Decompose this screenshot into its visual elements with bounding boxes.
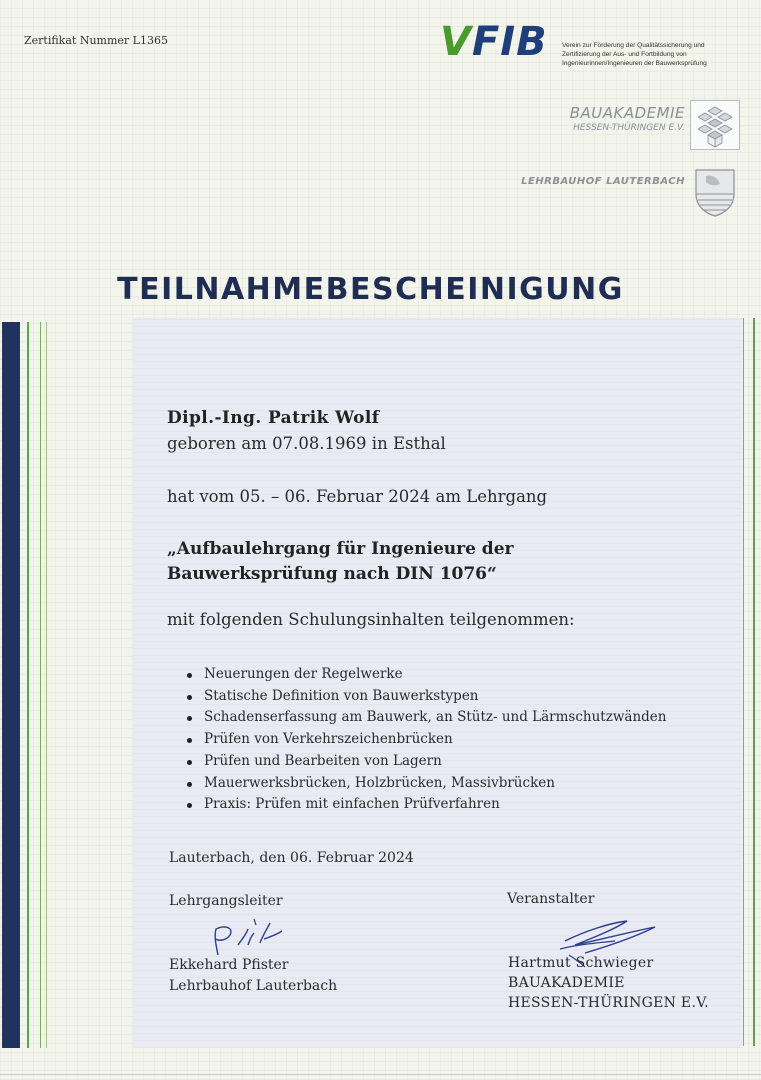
certificate-title: TEILNAHMEBESCHEINIGUNG [117, 272, 624, 307]
right-green-line [743, 318, 744, 1046]
bauakademie-subtitle: HESSEN-THÜRINGEN E.V. [573, 123, 685, 133]
list-item: Neuerungen der Regelwerke [185, 664, 666, 686]
vfib-description-line: Verein zur Förderung der Qualitätssicherung und [562, 42, 705, 49]
course-title-line: „Aufbaulehrgang für Ingenieure der [167, 539, 514, 559]
lehrbauhof-name: LEHRBAUHOF LAUTERBACH [521, 176, 685, 187]
left-green-line [27, 322, 29, 1048]
crest-icon [694, 168, 736, 218]
organizer-org-line: HESSEN-THÜRINGEN E.V. [508, 995, 709, 1011]
bottom-divider [0, 1074, 761, 1075]
course-lead-org: Lehrbauhof Lauterbach [169, 978, 338, 994]
right-green-line [753, 318, 755, 1046]
participant-name: Dipl.-Ing. Patrik Wolf [167, 408, 380, 428]
left-navy-band [2, 322, 20, 1048]
topic-list [185, 664, 666, 816]
bauakademie-name: BAUAKADEMIE [569, 104, 685, 122]
list-item: Prüfen von Verkehrszeichenbrücken [185, 729, 666, 751]
bauakademie-logo-text [545, 104, 685, 134]
organizer-role: Veranstalter [507, 891, 595, 907]
vfib-logo [440, 19, 548, 65]
course-title-line: Bauwerksprüfung nach DIN 1076“ [167, 564, 497, 584]
vfib-description-line: Ingenieurinnen/Ingenieuren der Bauwerksprüfung [562, 60, 707, 67]
certificate-number: Zertifikat Nummer L1365 [24, 34, 168, 47]
organizer-org-line: BAUAKADEMIE [508, 975, 625, 991]
vfib-description-line: Zertifizierung der Aus- und Fortbildung von [562, 51, 687, 58]
list-item: Prüfen und Bearbeiten von Lagern [185, 751, 666, 773]
list-item: Mauerwerksbrücken, Holzbrücken, Massivbrücken [185, 773, 666, 795]
vfib-logo-v: V [440, 19, 472, 65]
course-title [167, 537, 687, 587]
vfib-description [562, 41, 752, 68]
cube-icon [690, 100, 740, 150]
list-item: Schadenserfassung am Bauwerk, an Stütz- und Lärmschutzwänden [185, 707, 666, 729]
participant-birth: geboren am 07.08.1969 in Esthal [167, 434, 446, 453]
course-lead-role: Lehrgangsleiter [169, 893, 283, 909]
course-lead-name: Ekkehard Pfister [169, 957, 289, 973]
left-green-line [46, 322, 47, 1048]
organizer-name: Hartmut Schwieger [508, 955, 654, 971]
list-item: Statische Definition von Bauwerkstypen [185, 686, 666, 708]
place-date: Lauterbach, den 06. Februar 2024 [169, 850, 414, 866]
course-lead-block [169, 955, 337, 997]
contents-intro: mit folgenden Schulungsinhalten teilgenommen: [167, 610, 575, 629]
list-item: Praxis: Prüfen mit einfachen Prüfverfahren [185, 794, 666, 816]
left-green-line [40, 322, 41, 1048]
vfib-logo-text: FIB [471, 19, 548, 65]
organizer-block [508, 953, 709, 1013]
lead-signature [204, 915, 294, 960]
course-date-line: hat vom 05. – 06. Februar 2024 am Lehrgang [167, 487, 548, 506]
